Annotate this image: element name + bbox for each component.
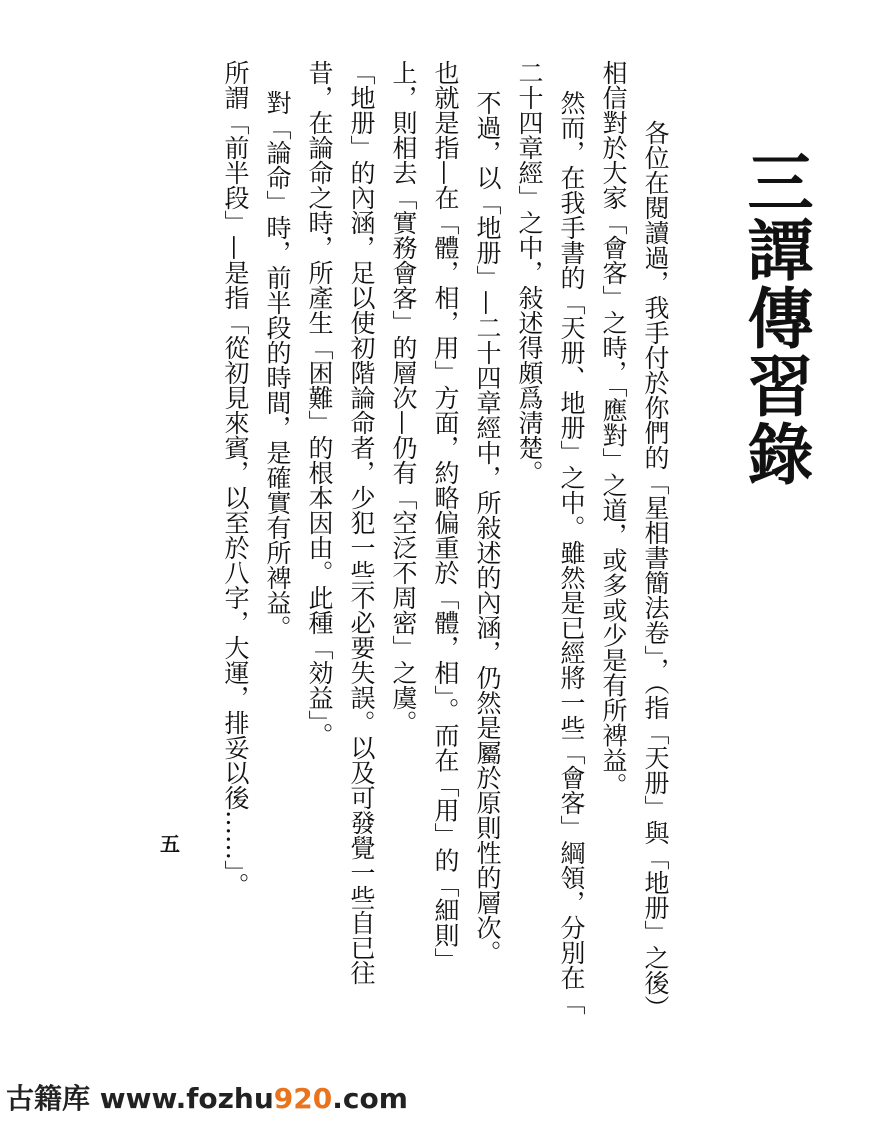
page-number: 五 [160, 832, 180, 856]
text-column-4: 二十四章經」之中，敍述得頗爲淸楚。 [515, 60, 544, 485]
watermark-brand: 古籍库 [6, 1082, 91, 1115]
text-column-3: 然而，在我手書的「天册、地册」之中。雖然是已經將一些「會客」綱領，分別在「 [557, 90, 586, 1015]
text-column-1: 各位在閱讀過，我手付於你們的「星相書簡法卷」，（指「天册」與「地册」之後） [641, 120, 670, 1020]
text-column-7: 上，則相去「實務會客」的層次—仍有「空泛不周密」之虞。 [389, 60, 418, 735]
text-column-10: 對「論命」時，前半段的時間，是確實有所裨益。 [263, 90, 292, 640]
text-column-5: 不過，以「地册」—二十四章經中，所敍述的內涵，仍然是屬於原則性的層次。 [473, 90, 502, 965]
text-column-6: 也就是指—在「體，相，用」方面，約略偏重於「體，相」。而在「用」的「細則」 [431, 60, 460, 973]
watermark-url-suffix: .com [332, 1082, 408, 1115]
text-column-2: 相信對於大家「會客」之時，「應對」之道，或多或少是有所裨益。 [599, 60, 628, 798]
watermark-url-prefix: www.fozhu [99, 1082, 274, 1115]
vertical-body-text [214, 60, 676, 1100]
text-column-8: 「地册」的內涵，足以使初階論命者，少犯一些不必要失誤。以及可發覺一些自已往 [347, 60, 376, 985]
site-watermark [6, 1077, 408, 1117]
page-title: 三譚傳習錄 [736, 148, 814, 488]
watermark-url-accent: 920 [273, 1082, 333, 1115]
text-column-9: 昔，在論命之時，所產生「困難」的根本因由。此種「効益」。 [305, 60, 334, 748]
text-column-11: 所謂「前半段」—是指「從初見來賓，以至於八字，大運，排妥以後……」。 [221, 60, 250, 898]
